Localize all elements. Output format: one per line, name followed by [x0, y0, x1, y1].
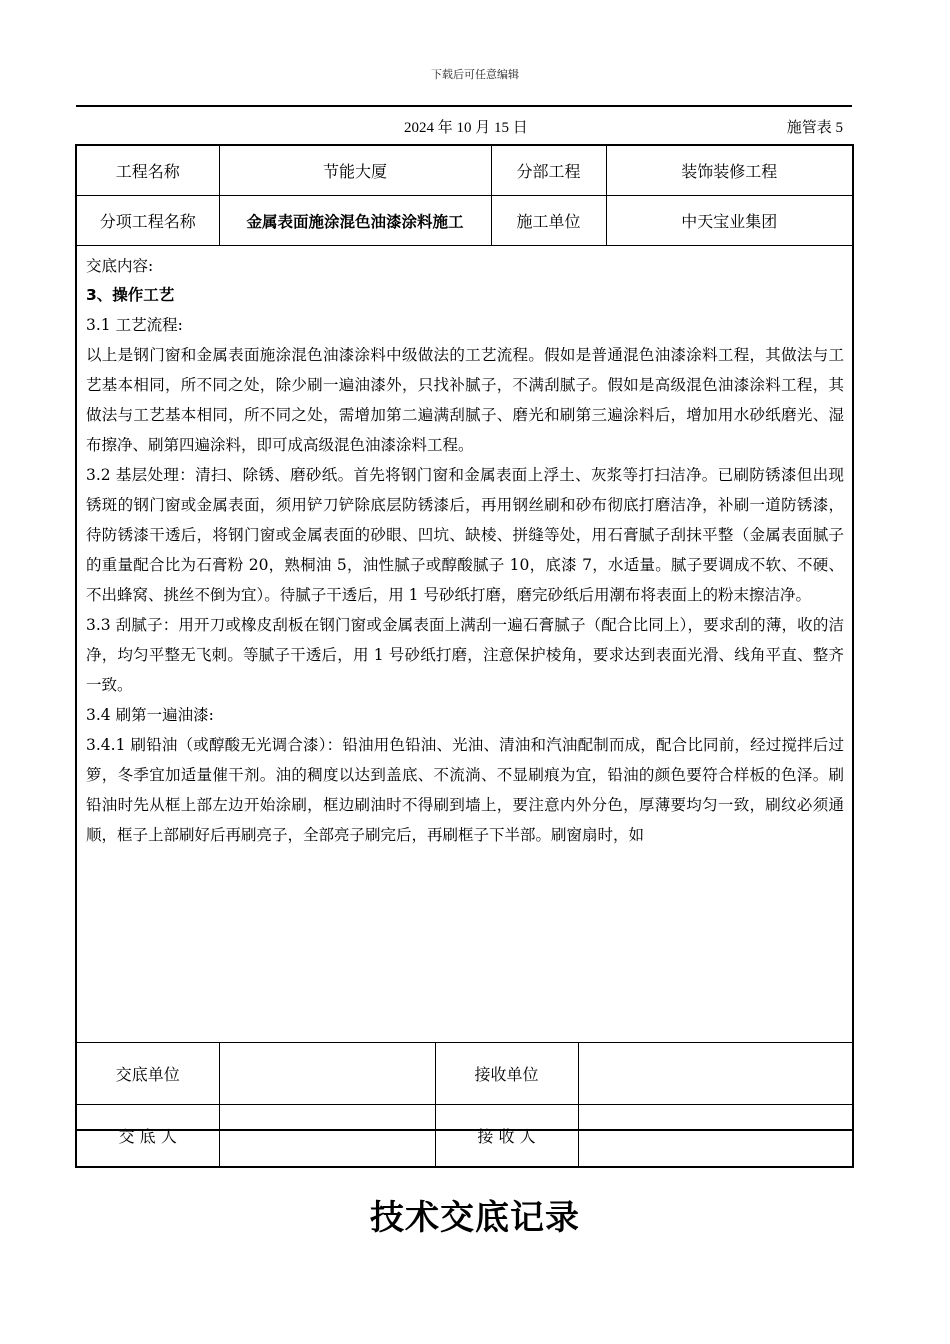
- from-unit-label: 交底单位: [76, 1043, 219, 1105]
- project-row: [76, 145, 853, 196]
- to-person-field[interactable]: [578, 1105, 853, 1168]
- project-name-value: 节能大厦: [219, 145, 491, 196]
- step-3-2-text: 3.2 基层处理：清扫、除锈、磨砂纸。首先将钢门窗和金属表面上浮土、灰浆等打扫洁净。已刷防锈漆但出现锈斑的钢门窗或金属表面，须用铲刀铲除底层防锈漆后，再用钢丝刷和砂布彻底打磨洁净，补刷一道防锈漆，待防锈漆干透后，将钢门窗或金属表面的砂眼、凹坑、缺棱、拼缝等处，用石膏腻子刮抹平整（金属表面腻子的重量配合比为石膏粉 20，熟桐油 5，油性腻子或醇酸腻子 10，底漆 7，水适量。腻子要调成不软、不硬、不出蜂窝、挑丝不倒为宜）。待腻子干透后，用 1 号砂纸打磨，磨完砂纸后用潮布将表面上的粉末擦洁净。: [86, 466, 844, 604]
- content-cell: [76, 246, 853, 1130]
- step-3-1-heading: 3.1 工艺流程:: [86, 316, 183, 334]
- unit-label: 施工单位: [491, 196, 606, 246]
- from-person-field[interactable]: [219, 1105, 435, 1168]
- division-label: 分部工程: [491, 145, 606, 196]
- division-value: 装饰装修工程: [606, 145, 853, 196]
- step-3-1-text: 以上是钢门窗和金属表面施涂混色油漆涂料中级做法的工艺流程。假如是普通混色油漆涂料工程，其做法与工艺基本相同，所不同之处，除少刷一遍油漆外，只找补腻子，不满刮腻子。假如是高级混色油漆涂料工程，其做法与工艺基本相同，所不同之处，需增加第二遍满刮腻子、磨光和刷第三遍涂料后，增加用水砂纸磨光、湿布擦净、刷第四遍涂料，即可成高级混色油漆涂料工程。: [86, 346, 844, 454]
- unit-signoff-row: [76, 1043, 853, 1105]
- from-person-label: 交 底 人: [76, 1105, 219, 1168]
- to-unit-field[interactable]: [578, 1043, 853, 1105]
- step-3-4-1-text: 3.4.1 刷铅油（或醇酸无光调合漆）：铅油用色铅油、光油、清油和汽油配制而成，配合比同前，经过搅拌后过箩，冬季宜加适量催干剂。油的稠度以达到盖底、不流淌、不显刷痕为宜，铅油的颜色要符合样板的色泽。刷铅油时先从框上部左边开始涂刷，框边刷油时不得刷到墙上，要注意内外分色，厚薄要均匀一致，刷纹必须通顺，框子上部刷好后再刷亮子，全部亮子刷完后，再刷框子下半部。刷窗扇时，如: [86, 736, 844, 844]
- content-row: [76, 246, 853, 1130]
- unit-value: 中天宝业集团: [606, 196, 853, 246]
- signoff-table: [75, 1042, 854, 1168]
- from-unit-field[interactable]: [219, 1043, 435, 1105]
- subitem-row: [76, 196, 853, 246]
- record-date: 2024 年 10 月 15 日: [404, 120, 528, 136]
- to-person-label: 接 收 人: [435, 1105, 578, 1168]
- download-note: 下载后可任意编辑: [431, 68, 519, 81]
- content-label: 交底内容:: [86, 257, 154, 275]
- subitem-value: 金属表面施涂混色油漆涂料施工: [219, 196, 491, 246]
- to-unit-label: 接收单位: [435, 1043, 578, 1105]
- document-title: 技术交底记录: [370, 1198, 580, 1238]
- disclosure-table: [75, 144, 854, 1131]
- form-number: 施管表 5: [786, 120, 843, 136]
- person-signoff-row: [76, 1105, 853, 1168]
- project-name-label: 工程名称: [76, 145, 219, 196]
- subitem-label: 分项工程名称: [76, 196, 219, 246]
- step-3-4-heading: 3.4 刷第一遍油漆:: [86, 706, 214, 724]
- section-title: 3、操作工艺: [86, 286, 175, 304]
- header-rule: [76, 105, 852, 107]
- step-3-3-text: 3.3 刮腻子：用开刀或橡皮刮板在钢门窗或金属表面上满刮一遍石膏腻子（配合比同上），要求刮的薄，收的洁净，均匀平整无飞刺。等腻子干透后，用 1 号砂纸打磨，注意保护棱角，要求达到表面光滑、线角平直、整齐一致。: [86, 616, 844, 694]
